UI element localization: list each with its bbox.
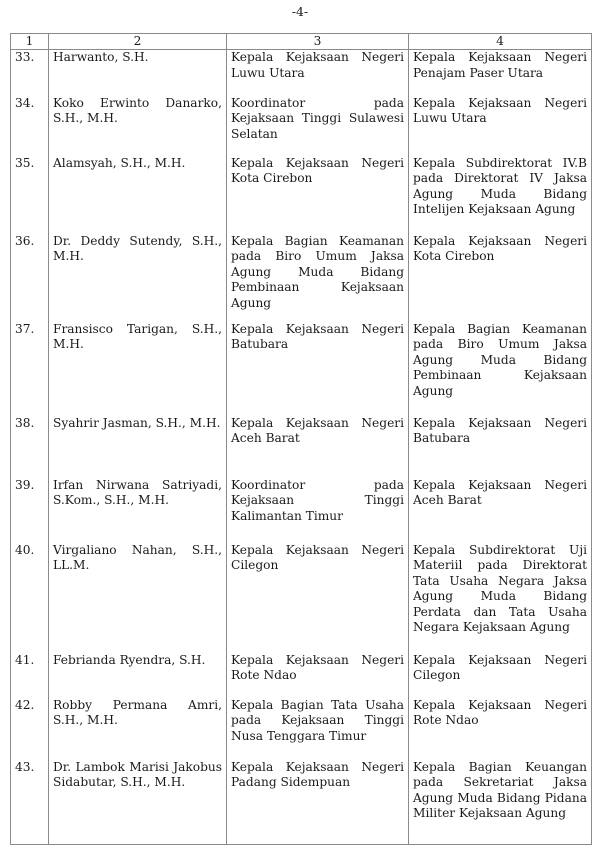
new-position-cell: [409, 543, 592, 653]
table-row: [11, 234, 592, 322]
new-position: Kepala Kejaksaan Negeri Cilegon: [413, 652, 587, 683]
row-number: 39.: [15, 477, 35, 492]
row-number-cell: [11, 416, 49, 478]
previous-position: Kepala Kejaksaan Negeri Padang Sidempuan: [231, 759, 404, 790]
previous-position: Kepala Kejaksaan Negeri Aceh Barat: [231, 415, 404, 446]
new-position: Kepala Kejaksaan Negeri Batubara: [413, 415, 587, 446]
table-row: [11, 543, 592, 653]
row-number-cell: [11, 698, 49, 760]
previous-position-cell: [227, 543, 409, 653]
new-position: Kepala Bagian Keamanan pada Biro Umum Jaksa Agung Muda Bidang Pembinaan Kejaksaan Agung: [413, 321, 587, 398]
row-number: 33.: [15, 50, 35, 65]
employee-name: Robby Permana Amri, S.H., M.H.: [53, 697, 222, 728]
row-number: 35.: [15, 155, 35, 170]
new-position-cell: [409, 478, 592, 543]
employee-name: Harwanto, S.H.: [53, 50, 149, 65]
employee-name-cell: [49, 50, 227, 96]
page-number: -4-: [291, 4, 309, 19]
new-position-cell: [409, 322, 592, 416]
previous-position-cell: [227, 416, 409, 478]
row-number: 41.: [15, 652, 35, 667]
employee-name: Virgaliano Nahan, S.H., LL.M.: [53, 542, 222, 573]
employee-name: Fransisco Tarigan, S.H., M.H.: [53, 321, 222, 352]
table-row: [11, 478, 592, 543]
employee-name-cell: [49, 760, 227, 845]
row-number-cell: [11, 653, 49, 698]
previous-position-cell: [227, 698, 409, 760]
employee-name: Febrianda Ryendra, S.H.: [53, 652, 206, 667]
previous-position-cell: [227, 478, 409, 543]
previous-position: Koordinator pada Kejaksaan Tinggi Sulawesi Selatan: [231, 95, 404, 141]
row-number: 40.: [15, 542, 35, 557]
previous-position: Kepala Kejaksaan Negeri Cilegon: [231, 542, 404, 573]
previous-position: Kepala Bagian Tata Usaha pada Kejaksaan Tinggi Nusa Tenggara Timur: [231, 697, 404, 743]
employee-name-cell: [49, 234, 227, 322]
previous-position: Kepala Kejaksaan Negeri Batubara: [231, 321, 404, 352]
employee-name: Syahrir Jasman, S.H., M.H.: [53, 415, 221, 430]
new-position-cell: [409, 50, 592, 96]
table-row: [11, 156, 592, 234]
previous-position: Kepala Kejaksaan Negeri Rote Ndao: [231, 652, 404, 683]
previous-position-cell: [227, 322, 409, 416]
employee-name-cell: [49, 653, 227, 698]
previous-position-cell: [227, 96, 409, 156]
table-row: [11, 760, 592, 845]
previous-position-cell: [227, 156, 409, 234]
table-row: [11, 96, 592, 156]
row-number: 43.: [15, 759, 35, 774]
row-number-cell: [11, 760, 49, 845]
previous-position: Kepala Kejaksaan Negeri Luwu Utara: [231, 50, 404, 80]
new-position: Kepala Kejaksaan Negeri Penajam Paser Utara: [413, 50, 587, 80]
previous-position: Kepala Kejaksaan Negeri Kota Cirebon: [231, 155, 404, 186]
header-row: [11, 34, 592, 50]
new-position-cell: [409, 653, 592, 698]
header-col-previous-position: 3: [227, 34, 409, 50]
row-number: 34.: [15, 95, 35, 110]
new-position-cell: [409, 760, 592, 845]
new-position: Kepala Kejaksaan Negeri Aceh Barat: [413, 477, 587, 508]
new-position-cell: [409, 234, 592, 322]
new-position: Kepala Subdirektorat IV.B pada Direktorat IV Jaksa Agung Muda Bidang Intelijen Kejaksaan Agung: [413, 155, 587, 217]
table-row: [11, 322, 592, 416]
new-position: Kepala Subdirektorat Uji Materiil pada Direktorat Tata Usaha Negara Jaksa Agung Muda Bidang Perdata dan Tata Usaha Negara Kejaksaan Agung: [413, 542, 587, 634]
row-number: 36.: [15, 233, 35, 248]
row-number-cell: [11, 543, 49, 653]
table-row: [11, 416, 592, 478]
employee-name-cell: [49, 96, 227, 156]
row-number-cell: [11, 156, 49, 234]
previous-position: Kepala Bagian Keamanan pada Biro Umum Jaksa Agung Muda Bidang Pembinaan Kejaksaan Agung: [231, 233, 404, 310]
row-number: 38.: [15, 415, 35, 430]
header-col-number: 1: [11, 34, 49, 50]
row-number-cell: [11, 322, 49, 416]
new-position-cell: [409, 416, 592, 478]
employee-name: Dr. Lambok Marisi Jakobus Sidabutar, S.H., M.H.: [53, 759, 222, 790]
employee-name: Alamsyah, S.H., M.H.: [53, 155, 186, 170]
new-position-cell: [409, 156, 592, 234]
header-col-name: 2: [49, 34, 227, 50]
personnel-transfer-table: [10, 33, 592, 845]
new-position: Kepala Kejaksaan Negeri Luwu Utara: [413, 95, 587, 126]
employee-name-cell: [49, 156, 227, 234]
previous-position-cell: [227, 653, 409, 698]
row-number-cell: [11, 478, 49, 543]
new-position: Kepala Bagian Keuangan pada Sekretariat Jaksa Agung Muda Bidang Pidana Militer Kejaksaan Agung: [413, 759, 587, 821]
employee-name: Irfan Nirwana Satriyadi, S.Kom., S.H., M.H.: [53, 477, 222, 508]
previous-position: Koordinator pada Kejaksaan Tinggi Kalimantan Timur: [231, 477, 404, 523]
previous-position-cell: [227, 50, 409, 96]
employee-name-cell: [49, 698, 227, 760]
row-number: 42.: [15, 697, 35, 712]
employee-name-cell: [49, 416, 227, 478]
row-number-cell: [11, 234, 49, 322]
table-row: [11, 698, 592, 760]
previous-position-cell: [227, 760, 409, 845]
table-row: [11, 653, 592, 698]
header-col-new-position: 4: [409, 34, 592, 50]
new-position-cell: [409, 96, 592, 156]
row-number-cell: [11, 50, 49, 96]
employee-name: Dr. Deddy Sutendy, S.H., M.H.: [53, 233, 222, 264]
employee-name-cell: [49, 543, 227, 653]
new-position: Kepala Kejaksaan Negeri Kota Cirebon: [413, 233, 587, 264]
new-position-cell: [409, 698, 592, 760]
table-row: [11, 50, 592, 96]
table-body: [11, 50, 592, 845]
row-number: 37.: [15, 321, 35, 336]
table-header: [11, 34, 592, 50]
employee-name-cell: [49, 478, 227, 543]
row-number-cell: [11, 96, 49, 156]
previous-position-cell: [227, 234, 409, 322]
new-position: Kepala Kejaksaan Negeri Rote Ndao: [413, 697, 587, 728]
employee-name: Koko Erwinto Danarko, S.H., M.H.: [53, 95, 222, 126]
employee-name-cell: [49, 322, 227, 416]
